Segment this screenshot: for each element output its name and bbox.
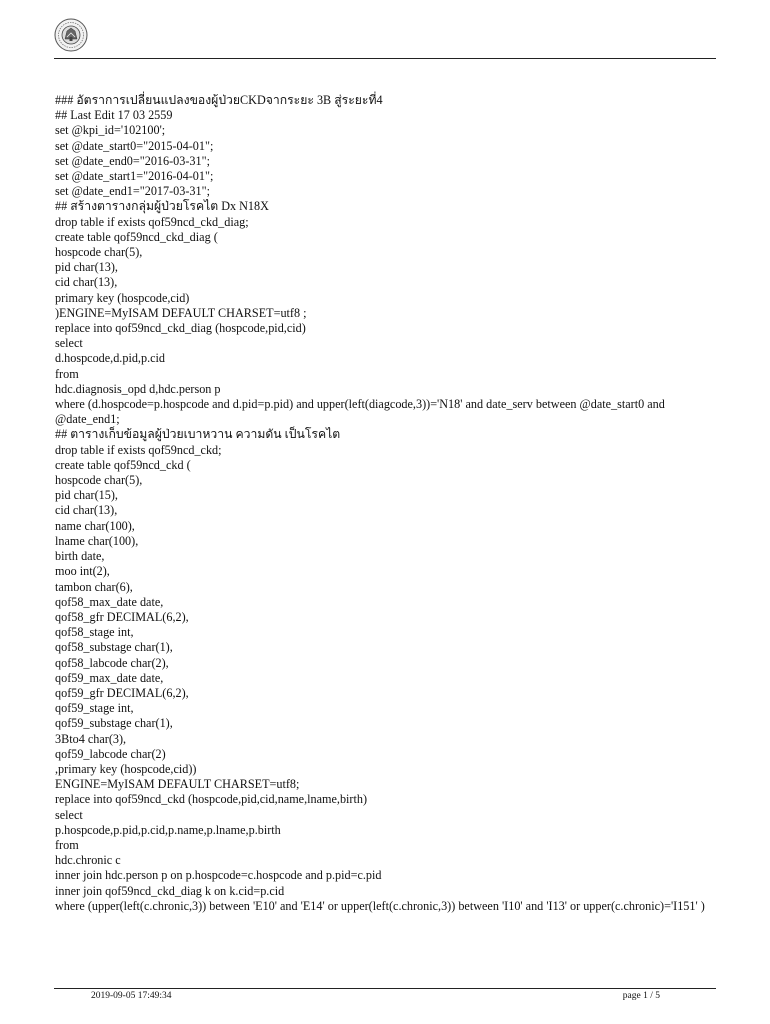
code-line: ## Last Edit 17 03 2559 — [55, 108, 173, 123]
code-line: tambon char(6), — [55, 579, 133, 594]
code-line: qof59_labcode char(2) — [55, 746, 166, 761]
code-line: inner join hdc.person p on p.hospcode=c.hospcode and p.pid=c.pid — [55, 868, 382, 883]
code-line: set @kpi_id='102100'; — [55, 123, 166, 138]
footer-page-number: page 1 / 5 — [622, 991, 660, 1001]
code-line: )ENGINE=MyISAM DEFAULT CHARSET=utf8 ; — [55, 305, 307, 320]
code-line: qof58_max_date date, — [55, 594, 164, 609]
code-line: hospcode char(5), — [55, 473, 143, 488]
code-line: where (upper(left(c.chronic,3)) between 'E10' and 'E14' or upper(left(c.chronic,3)) between 'I10' and 'I13' or upper(c.chronic)='I151' ) — [55, 898, 705, 913]
code-line: birth date, — [55, 549, 105, 564]
code-line: lname char(100), — [55, 533, 139, 548]
code-line: moo int(2), — [55, 564, 110, 579]
government-seal-icon — [54, 18, 88, 52]
code-line: hdc.diagnosis_opd d,hdc.person p — [55, 381, 221, 396]
code-line: ENGINE=MyISAM DEFAULT CHARSET=utf8; — [55, 777, 300, 792]
code-line: p.hospcode,p.pid,p.cid,p.name,p.lname,p.birth — [55, 822, 281, 837]
code-line: d.hospcode,d.pid,p.cid — [55, 351, 166, 366]
code-line: cid char(13), — [55, 275, 118, 290]
code-line: select — [55, 336, 83, 351]
code-line: hdc.chronic c — [55, 853, 121, 868]
code-line: hospcode char(5), — [55, 245, 143, 260]
code-line: set @date_start0="2015-04-01"; — [55, 138, 214, 153]
code-line: where (d.hospcode=p.hospcode and d.pid=p.pid) and upper(left(diagcode,3))='N18' and date_serv between @date_start0 and @date_end1; — [55, 397, 668, 427]
code-line: set @date_end1="2017-03-31"; — [55, 184, 210, 199]
code-line: select — [55, 807, 83, 822]
code-line: ,primary key (hospcode,cid)) — [55, 761, 197, 776]
code-line: name char(100), — [55, 518, 135, 533]
code-line: drop table if exists qof59ncd_ckd; — [55, 442, 222, 457]
code-line: pid char(15), — [55, 488, 118, 503]
footer-divider — [54, 988, 716, 989]
code-line: set @date_start1="2016-04-01"; — [55, 169, 214, 184]
code-line: drop table if exists qof59ncd_ckd_diag; — [55, 214, 249, 229]
header-divider — [54, 58, 716, 59]
code-line: create table qof59ncd_ckd ( — [55, 457, 191, 472]
code-line: set @date_end0="2016-03-31"; — [55, 153, 210, 168]
code-line: qof58_substage char(1), — [55, 640, 173, 655]
code-line: 3Bto4 char(3), — [55, 731, 127, 746]
code-line: ### อัตราการเปลี่ยนแปลงของผู้ป่วยCKDจากระยะ 3B สู่ระยะที่4 — [55, 93, 383, 107]
footer-timestamp: 2019-09-05 17:49:34 — [91, 991, 172, 1001]
document-body — [55, 93, 715, 914]
code-line: primary key (hospcode,cid) — [55, 290, 190, 305]
code-line: replace into qof59ncd_ckd_diag (hospcode,pid,cid) — [55, 321, 306, 336]
code-line: ## ตารางเก็บข้อมูลผู้ป่วยเบาหวาน ความดัน เป็นโรคไต — [55, 427, 341, 442]
code-line: from — [55, 366, 79, 381]
code-line: qof58_gfr DECIMAL(6,2), — [55, 609, 189, 624]
code-line: qof59_gfr DECIMAL(6,2), — [55, 685, 189, 700]
code-line: ## สร้างตารางกลุ่มผู้ป่วยโรคไต Dx N18X — [55, 199, 269, 214]
code-line: cid char(13), — [55, 503, 118, 518]
code-line: qof59_substage char(1), — [55, 716, 173, 731]
code-line: qof59_stage int, — [55, 701, 134, 716]
code-line: inner join qof59ncd_ckd_diag k on k.cid=p.cid — [55, 883, 285, 898]
code-line: qof58_labcode char(2), — [55, 655, 169, 670]
code-line: pid char(13), — [55, 260, 118, 275]
code-line: from — [55, 837, 79, 852]
code-line: replace into qof59ncd_ckd (hospcode,pid,cid,name,lname,birth) — [55, 792, 368, 807]
code-line: qof59_max_date date, — [55, 670, 164, 685]
code-line: create table qof59ncd_ckd_diag ( — [55, 229, 218, 244]
code-line: qof58_stage int, — [55, 625, 134, 640]
